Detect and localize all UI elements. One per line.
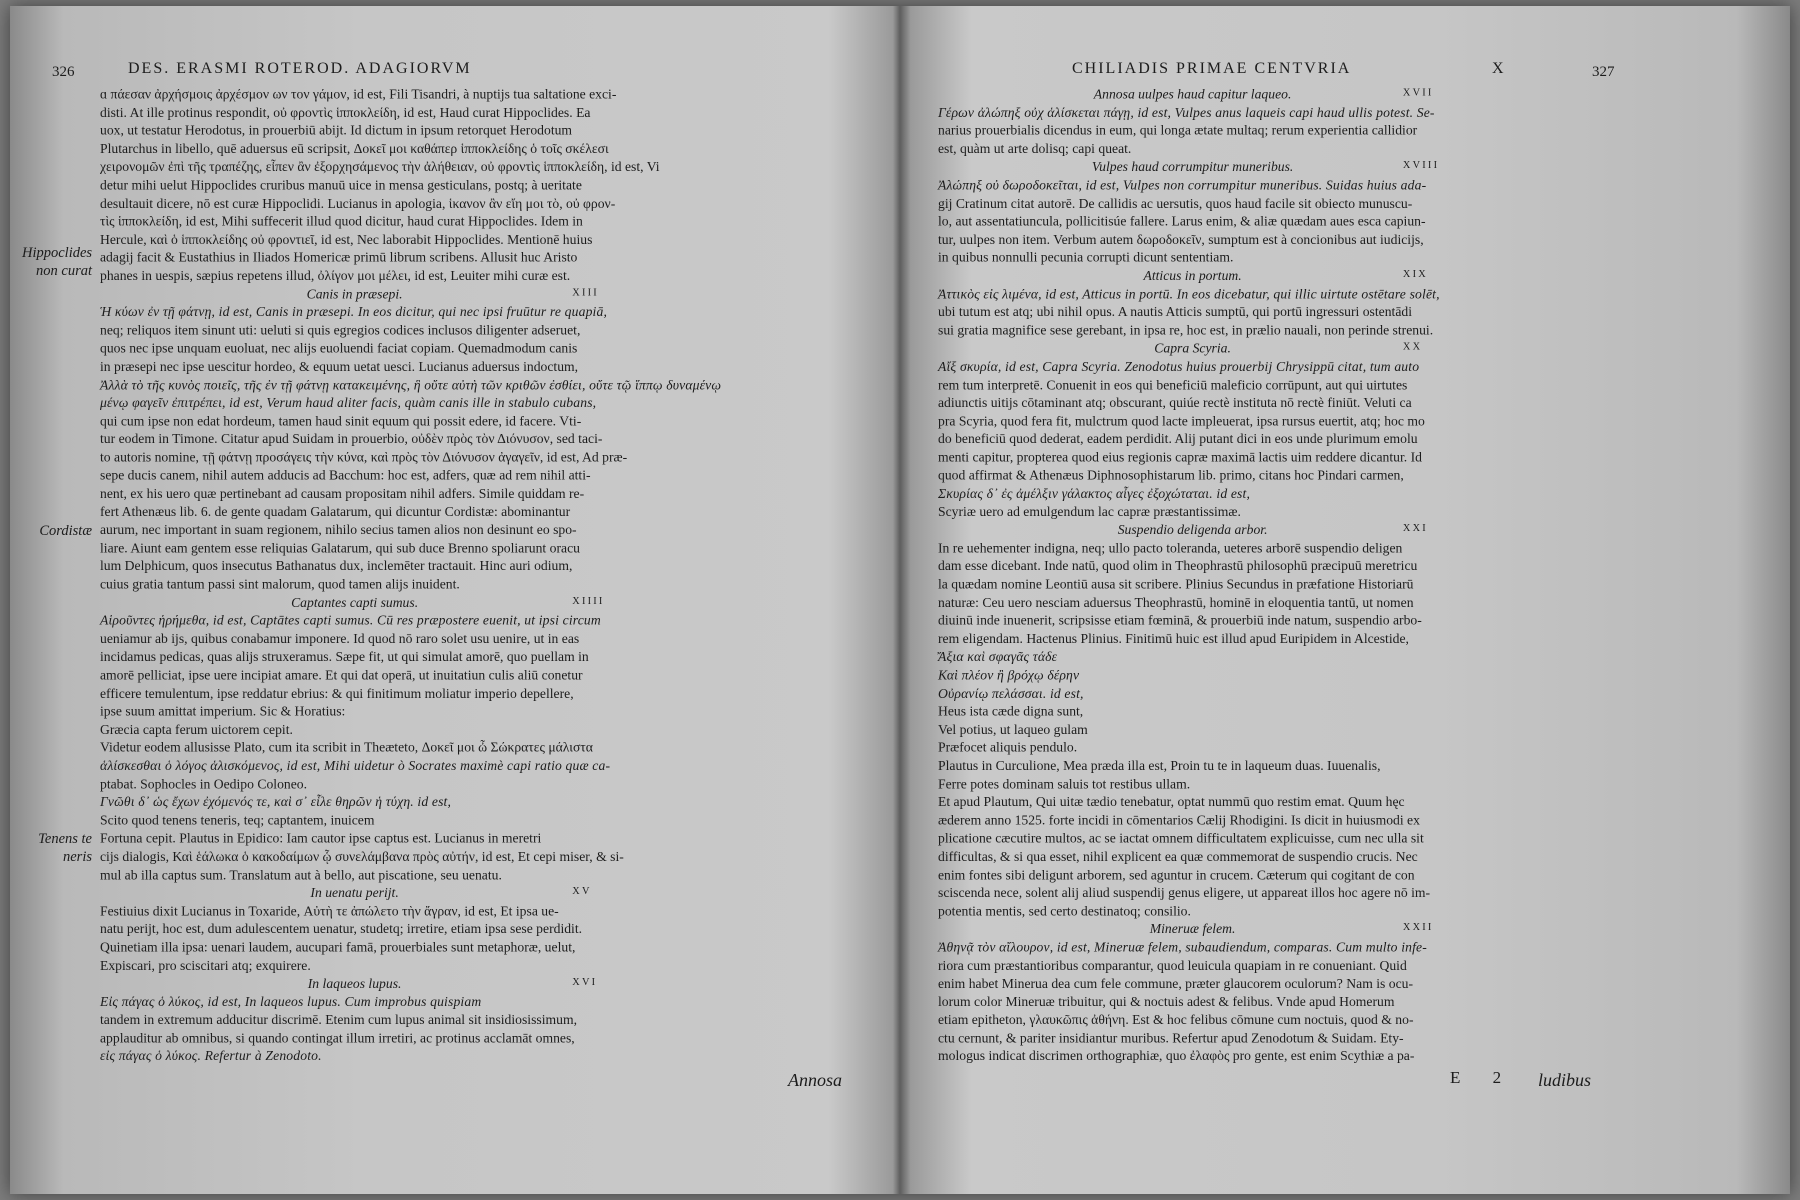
text-line: ueniamur ab ijs, quibus conabamur imponere. Id quod nō raro solet usu uenire, ut in eas xyxy=(100,631,580,647)
text-line: dam esse dicebant. Inde natū, quod olim in Theophrastū philosophū præcipuū meretricu xyxy=(938,559,1418,575)
text-line: Ἀττικὸς εἰς λιμένα, id est, Atticus in portū. In eos dicebatur, qui illic uirtute ostētare solēt, xyxy=(938,287,1440,302)
running-head: DES. ERASMI ROTEROD. ADAGIORVM xyxy=(128,60,472,77)
text-line: Οὐρανίῳ πελάσσαι. id est, xyxy=(938,686,1084,702)
text-line: æderem anno 1525. forte incidi in cōmentarios Cælij Rhodigini. Is dicit in huiusmodi ex xyxy=(938,813,1420,829)
page-number: 327 xyxy=(1592,64,1615,80)
text-line: ɑ πάεσαν ἀρχήσμοις ἀρχέσμον ων τον γάμον, id est, Fili Tisandri, à nuptijs tua saltatione exci- xyxy=(100,87,617,103)
signature-mark: E 2 xyxy=(1450,1068,1516,1087)
adage-number: XVII xyxy=(1402,87,1434,99)
text-line: adiunctis uitijs cōtaminant atq; obscurant, quiúe rectè instituta nō rectè finiūt. Veluti ca xyxy=(938,396,1412,411)
text-line: natu perijt, hoc est, dum adulescentem uenatur, studetq; irretire, etiam ipsa sese perdidit. xyxy=(100,922,583,938)
text-line: Ἀλώπηξ οὐ δωροδοκεῖται, id est, Vulpes non corrumpitur muneribus. Suidas huius ada- xyxy=(938,178,1427,193)
text-line: Plutarchus in libello, quē aduersus eū scripsit, Δοκεῖ μοι καθάπερ ἱπποκλείδης ὁ τοῖς σκέλεσι xyxy=(100,141,609,157)
text-line: detur mihi uelut Hippoclides cruribus manuū uice in mensa gesticulans, postq; à ueritate xyxy=(100,178,582,193)
text-line: neq; reliquos item sinunt uti: ueluti si quis egregios codices inclusos diligenter adseruet, xyxy=(100,323,581,339)
text-line: εἰς πάγας ὁ λύκος. Refertur à Zenodoto. xyxy=(100,1049,322,1065)
text-line: do beneficiū quod dederat, eadem perdidit. Alij putant dici in eos unde plurimum emolu xyxy=(938,432,1418,448)
adage-number: XXII xyxy=(1402,922,1434,934)
text-line: χειρονομῶν ἐπὶ τῆς τραπέζης, εἶπεν ἂν ἐξορχησάμενος τὴν ἀλήθειαν, οὐ φροντὶς ἱπποκλείδη, id est, Vi xyxy=(100,160,660,175)
text-line: plicatione cæcutire multos, ac se iactat omnem difficultatem explicuisse, cum nec ulla sit xyxy=(938,831,1424,847)
text-line: nent, ex his uero quæ pertinebant ad causam propositam nihil adfers. Simile quiddam re- xyxy=(100,486,585,502)
adage-heading: In laqueos lupus. xyxy=(307,976,402,992)
text-line: Heus ista cæde digna sunt, xyxy=(938,704,1084,720)
text-line: Et apud Plautum, Qui uitæ tædio tenebatur, optat nummū quo restim emat. Quum hęc xyxy=(938,795,1405,811)
adage-heading: Atticus in portum. xyxy=(1143,268,1242,284)
text-line: amorē pelliciat, ipse uere incipiat amare. Et qui dat operā, ut inuitatiun culis aliū conetur xyxy=(100,668,583,684)
text-line: Ferre potes dominam saluis tot restibus ullam. xyxy=(938,777,1191,792)
margin-note: Cordistæ xyxy=(39,523,92,539)
adage-number: XIX xyxy=(1402,268,1428,281)
text-line: Scyriæ uero ad emulgendum lac capræ præstantissimæ. xyxy=(938,504,1241,520)
text-line: Hercule, καὶ ὁ ἱπποκλείδης οὐ φροντιεῖ, id est, Nec laborabit Hippoclides. Mentionē huius xyxy=(100,232,593,248)
text-line: tur eodem in Timone. Citatur apud Suidam in prouerbio, οὐδὲν πρὸς τὸν Διόνυσον, sed taci- xyxy=(100,432,603,448)
adage-number: XIIII xyxy=(572,595,605,607)
running-head-number: X xyxy=(1492,60,1506,77)
text-line: Αἴξ σκυρία, id est, Capra Scyria. Zenodotus huius prouerbij Chrysippū citat, tum auto xyxy=(938,359,1420,375)
catchword: ludibus xyxy=(1538,1070,1592,1090)
text-line: Vel potius, ut laqueo gulam xyxy=(938,722,1088,738)
adage-number: XIII xyxy=(572,287,599,299)
text-line: gij Cratinum citat autorē. De callidis ac uersutis, quos haud facile sit obiecto munuscu- xyxy=(938,196,1413,212)
text-line: Εἰς πάγας ὁ λύκος, id est, In laqueos lupus. Cum improbus quispiam xyxy=(100,994,482,1010)
catchword: Annosa xyxy=(788,1070,842,1090)
page-number: 326 xyxy=(52,64,75,80)
text-line: tur, uulpes non item. Verbum autem δωροδοκεῖν, sumptum est à concionibus aut iudicijs, xyxy=(938,232,1424,248)
text-line: mul ab illa captus sum. Translatum aut à bello, aut piscatione, seu uenatu. xyxy=(100,867,502,883)
text-line: difficultas, & si qua esset, nihil explicent ea quæ commemorat de suspendio crucis. Nec xyxy=(938,849,1418,865)
text-line: sciscenda nece, solent alij aliud suspendij genus eligere, ut appareat illos hoc agere nō im- xyxy=(938,886,1431,901)
right-text-body xyxy=(938,86,1447,1066)
text-line: rem tum interpretē. Conuenit in eos qui beneficiū maleficio corrūpunt, aut qui uirtutes xyxy=(938,377,1408,393)
text-line: Ἄξια καὶ σφαγᾶς τάδε xyxy=(938,650,1058,665)
text-line: in præsepi nec ipse uescitur hordeo, & equum uetat uesci. Lucianus aduersus indoctum, xyxy=(100,359,579,375)
text-line: Præfocet aliquis pendulo. xyxy=(938,740,1078,756)
text-line: pra Scyria, quod fera fit, mulctrum quod lacte impleuerat, ipsa rursus euertit, atq; hoc mo xyxy=(938,414,1425,429)
text-line: Plautus in Curculione, Mea præda illa est, Proin tu te in laqueum duas. Iuuenalis, xyxy=(938,758,1381,774)
text-line: fert Athenæus lib. 6. de gente quadam Galatarum, qui dicuntur Cordistæ: abominantur xyxy=(100,504,571,520)
text-line: aurum, nec important in suam regionem, nihilo secius tamen alios non desinunt eo spo- xyxy=(100,523,577,538)
left-page xyxy=(10,6,890,1194)
text-line: in quibus nonnulli pecunia corrupti dicunt sententiam. xyxy=(938,250,1234,266)
text-line: riora cum præstantioribus comparantur, quod leuicula quapiam in re conueniant. Quid xyxy=(938,958,1407,974)
text-line: μένῳ φαγεῖν ἐπιτρέπει, id est, Verum haud aliter facis, quàm canis ille in stabulo cubans, xyxy=(100,396,597,411)
text-line: ptabat. Sophocles in Oedipo Coloneo. xyxy=(100,777,308,792)
adage-number: XXI xyxy=(1402,523,1428,535)
text-line: ipse suum amittat imperium. Sic & Horatius: xyxy=(100,704,346,720)
text-line: ubi tutum est atq; ubi nihil opus. A nautis Atticis sumptū, qui portū ingressuri ostentādi xyxy=(938,305,1413,321)
text-line: est, quàm ut arte dolisq; capi queat. xyxy=(938,141,1132,157)
adage-heading: Suspendio deligenda arbor. xyxy=(1117,523,1268,538)
text-line: rem eligendam. Hactenus Plinius. Finitimū huic est illud apud Euripidem in Alcestide, xyxy=(938,631,1409,647)
text-line: applauditur ab omnibus, si quando contingat illum irretiri, ac protinus acclamāt omnes, xyxy=(100,1031,575,1046)
text-line: Ἡ κύων ἐν τῇ φάτνῃ, id est, Canis in præsepi. In eos dicitur, qui nec ipsi fruūtur re quapiā, xyxy=(100,305,608,321)
adage-heading: Annosa uulpes haud capitur laqueo. xyxy=(1093,87,1292,103)
text-line: quod affirmat & Athenæus Diphnosophistarum lib. primo, citans hoc Pindari carmen, xyxy=(938,468,1404,484)
left-text-body xyxy=(100,86,721,1066)
text-line: Ἀλλὰ τὸ τῆς κυνὸς ποιεῖς, τῆς ἐν τῇ φάτνῃ κατακειμένης, ἣ οὔτε αὐτὴ τῶν κριθῶν ἐσθίει, οὔτε τῷ ἵππῳ δυναμένῳ xyxy=(100,377,722,393)
text-line: Græcia capta ferum uictorem cepit. xyxy=(100,722,293,738)
margin-note: Hippoclides non curat xyxy=(22,245,93,279)
adage-heading: In uenatu perijt. xyxy=(310,886,399,901)
text-line: ἁλίσκεσθαι ὁ λόγος ἁλισκόμενος, id est, Mihi uidetur ò Socrates maximè capi ratio quæ ca- xyxy=(100,758,611,774)
text-line: diuinū inde inuenerit, scripsisse etiam fœminā, & prouerbiū inde natum, suspendio arbo- xyxy=(938,613,1422,629)
text-line: Festiuius dixit Lucianus in Toxaride, Αὐτὴ τε ἀπώλετο τὴν ἄγραν, id est, Et ipsa ue- xyxy=(100,904,559,919)
text-line: incidamus pedicas, quas alijs struxeramus. Sæpe fit, ut qui simulat amorē, quo puellam in xyxy=(100,650,589,665)
text-line: Scito quod tenens teneris, teq; captantem, inuicem xyxy=(100,813,375,829)
running-head: CHILIADIS PRIMAE CENTVRIA xyxy=(1072,60,1352,77)
text-line: cuius gratia tantum passi sint malorum, quod tamen alijs inuident. xyxy=(100,577,460,593)
text-line: efficere temulentum, ipse reddatur ebrius: & qui finitimum moliatur imperio depellere, xyxy=(100,686,574,702)
text-line: narius prouerbialis dicendus in eum, qui longa ætate multaq; rerum experientia callidior xyxy=(938,123,1418,139)
text-line: quos nec ipse unquam euoluat, nec alijs euoluendi faciat copiam. Quemadmodum canis xyxy=(100,341,578,357)
text-line: enim fontes sibi deligunt arborem, sed aguntur in crucem. Cæterum qui cogitant de con xyxy=(938,867,1415,883)
text-line: Fortuna cepit. Plautus in Epidico: Iam cautor ipse captus est. Lucianus in meretri xyxy=(100,831,542,847)
text-line: lum Delphicum, quos insecutus Bathanatus dux, inclemēter tractauit. Hinc auri odium, xyxy=(100,559,573,575)
text-line: mologus indicat discrimen orthographiæ, quo ἐλαφὸς pro gente, est enim Scythiæ a pa- xyxy=(938,1049,1415,1065)
text-line: to autoris nomine, τῇ φάτνῃ προσάγεις τὴν κύνα, καὶ πρὸς τὸν Διόνυσον ἀγαγεῖν, id est, Ad præ- xyxy=(100,450,628,466)
text-line: Quinetiam illa ipsa: uenari laudem, aucupari famā, prouerbiales sunt metaphoræ, uelut, xyxy=(100,940,576,956)
text-line: potentia mentis, sed certo destinatoq; consilio. xyxy=(938,904,1191,919)
adage-heading: Mineruæ felem. xyxy=(1149,922,1236,938)
text-line: sui gratia magnifice sese gerebant, in ipsa re, hoc est, in prælio nauali, non perinde strenui. xyxy=(938,323,1434,339)
book-spread xyxy=(10,6,1790,1194)
text-line: menti capitur, propterea quod eius regionis capræ maximā lactis uim reddere dicantur. Id xyxy=(938,450,1422,466)
text-line: ctu cernunt, & pariter insidiantur muribus. Refertur apud Zenodotum & Suidam. Ety- xyxy=(938,1031,1404,1046)
adage-number: XVI xyxy=(572,976,598,988)
text-line: Expiscari, pro sciscitari atq; exquirere. xyxy=(100,958,311,974)
adage-heading: Vulpes haud corrumpitur muneribus. xyxy=(1091,160,1294,175)
text-line: phanes in uespis, sæpius repetens illud, ὀλίγον μοι μέλει, id est, Leuiter mihi curæ est. xyxy=(100,268,571,284)
adage-heading: Captantes capti sumus. xyxy=(291,595,419,611)
text-line: Videtur eodem allusisse Plato, cum ita scribit in Theæteto, Δοκεῖ μοι ὦ Σώκρατες μάλιστα xyxy=(100,740,593,756)
adage-heading: Capra Scyria. xyxy=(1154,341,1231,357)
text-line: naturæ: Ceu uero nesciam aduersus Theophrastū, hominē in eloquentia tantū, ut nomen xyxy=(938,595,1414,611)
text-line: tandem in extremum adducitur discrimē. Etenim cum lupus animal sit insidiosissimum, xyxy=(100,1013,578,1028)
adage-heading: Canis in præsepi. xyxy=(306,287,403,302)
text-line: disti. At ille protinus respondit, οὐ φροντὶς ἱπποκλείδη, id est, Haud curat Hippoclides. Ea xyxy=(100,105,591,121)
text-line: enim habet Minerua dea cum fele commune, præter glaucorem oculorum? Nam is ocu- xyxy=(938,976,1413,992)
text-line: desultauit dicere, nō est curæ Hippoclidi. Lucianus in apologia, ἱκανον ἂν εἴη μοι τὸ, οὐ φρον- xyxy=(100,196,616,212)
text-line: Καὶ πλέον ἢ βρόχῳ δέρην xyxy=(938,668,1080,684)
text-line: In re uehementer indigna, neq; ullo pacto toleranda, ueteres arborē suspendio deligen xyxy=(938,541,1403,556)
adage-number: XV xyxy=(572,886,592,898)
right-page xyxy=(910,6,1790,1194)
text-line: Γέρων ἀλώπηξ οὐχ ἁλίσκεται πάγῃ, id est, Vulpes anus laqueis capi haud ullis potest. Se- xyxy=(938,105,1435,121)
text-line: Γνῶθι δ᾽ ὡς ἔχων ἐχόμενός τε, καὶ σ᾽ εἷλε θηρῶν ἡ τύχη. id est, xyxy=(100,795,452,811)
text-line: uox, ut testatur Herodotus, in prouerbiū abijt. Id dictum in ipsum retorquet Herodotum xyxy=(100,123,573,139)
text-line: Ἀθηνᾷ τὸν αἴλουρον, id est, Mineruæ felem, subaudiendum, comparas. Cum multo infe- xyxy=(938,940,1427,956)
text-line: lo, aut assentatiuncula, pollicitisúe fallere. Larus enim, & aliæ quædam aues esca capiun- xyxy=(938,214,1426,230)
text-line: Σκυρίας δ᾽ ἐς ἀμέλξιν γάλακτος αἶγες ἐξοχώταται. id est, xyxy=(938,486,1251,502)
adage-number: XX xyxy=(1402,341,1423,353)
text-line: qui cum ipse non edat hordeum, tamen haud sinit equum qui possit edere, id facere. Vti- xyxy=(100,414,582,429)
text-line: sepe ducis canem, nihil autem adducis ad Bacchum: hoc est, adfers, quæ ad rem nihil atti- xyxy=(100,468,591,484)
text-line: adagij facit & Eustathius in Iliados Homericæ primū librum scribens. Allusit huc Aristo xyxy=(100,250,578,266)
text-line: la quædam nomine Leontiū ausa sit scribere. Plinius Secundus in præfatione Historiarū xyxy=(938,577,1414,593)
text-line: Αἱροῦντες ἡρήμεθα, id est, Captātes capti sumus. Cū res præpostere euenit, ut ipsi circum xyxy=(100,613,601,629)
text-line: lorum color Mineruæ tribuitur, qui & noctuis adest & felibus. Vnde apud Homerum xyxy=(938,994,1395,1010)
text-line: τὶς ἱπποκλείδη, id est, Mihi suffecerit illud quod dicitur, haud curat Hippoclides. Idem in xyxy=(100,214,583,230)
text-line: etiam epitheton, γλαυκῶπις ἀθήνη. Est & hoc felibus cōmune cum noctuis, quod & no- xyxy=(938,1013,1414,1028)
adage-number: XVIII xyxy=(1402,160,1440,172)
text-line: cijs dialogis, Καὶ ἑάλωκα ὁ κακοδαίμων ᾧ συνελάμβανα πρὸς αὐτήν, id est, Et cepi miser, & si- xyxy=(100,849,624,865)
margin-note: Tenens te neris xyxy=(38,831,92,865)
text-line: liare. Aiunt eam gentem esse reliquias Galatarum, qui sub duce Brenno spoliarunt oracu xyxy=(100,541,580,556)
